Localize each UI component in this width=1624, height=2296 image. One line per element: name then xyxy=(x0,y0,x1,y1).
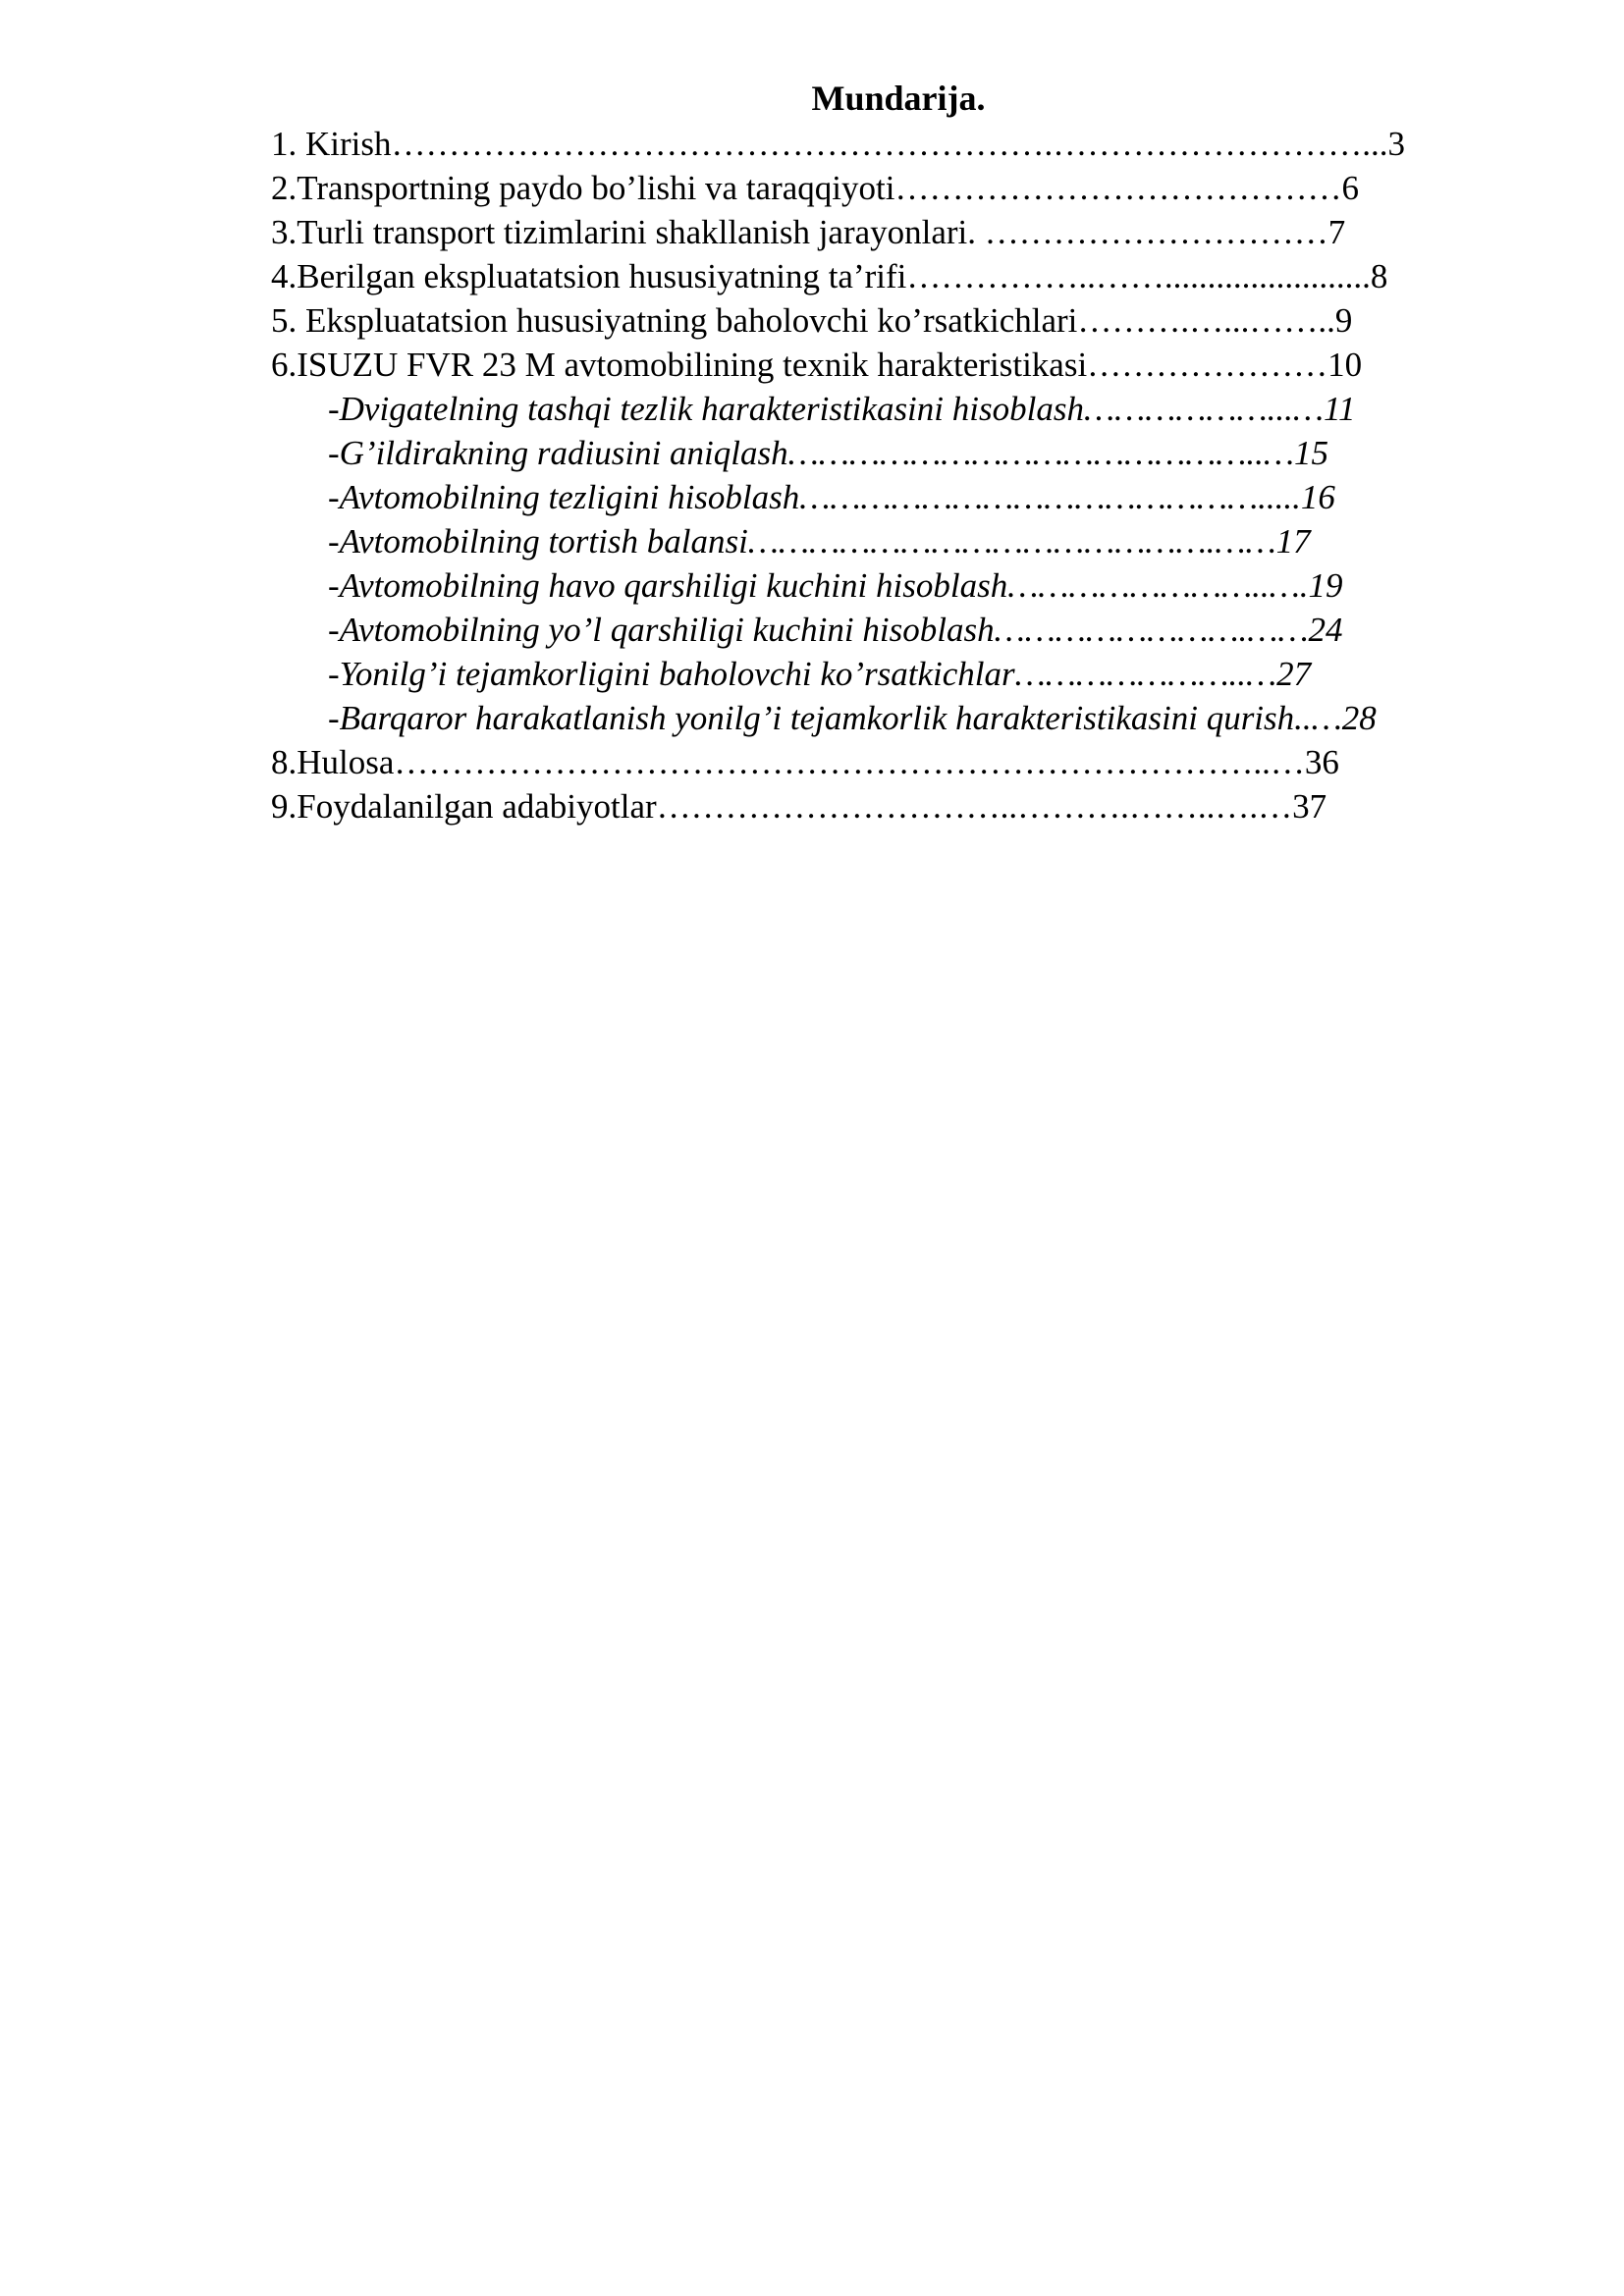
toc-subentry-engine-speed: -Dvigatelning tashqi tezlik harakteristikasini hisoblash………………...…11 xyxy=(328,390,1356,428)
toc-subentry-vehicle-speed: -Avtomobilning tezligini hisoblash……………………………………….....16 xyxy=(328,478,1335,516)
toc-subentry-traction-balance: -Avtomobilning tortish balansi……………………………………….……17 xyxy=(328,522,1311,561)
toc-entry-transport-systems: 3.Turli transport tizimlarini shakllanish jarayonlari. …………………………7 xyxy=(271,213,1346,251)
toc-subentry-wheel-radius: -G’ildirakning radiusini aniqlash………………………………………..…15 xyxy=(328,434,1329,472)
toc-entry-transport-history: 2.Transportning paydo bo’lishi va taraqqiyoti…………………………………6 xyxy=(271,169,1359,207)
toc-subentry-fuel-indicators: -Yonilg’i tejamkorligini baholovchi ko’rsatkichlar…………………..…27 xyxy=(328,655,1312,693)
toc-entry-isuzu-specs: 6.ISUZU FVR 23 M avtomobilining texnik harakteristikasi…………………10 xyxy=(271,346,1363,384)
toc-entry-references: 9.Foydalanilgan adabiyotlar…………………………..……….……..….…37 xyxy=(271,787,1327,826)
page-title: Mundarija. xyxy=(811,79,986,118)
toc-subentry-fuel-characteristic: -Barqaror harakatlanish yonilg’i tejamkorlik harakteristikasini qurish..…28 xyxy=(328,699,1377,737)
toc-entry-kirish: 1. Kirish………………………………………………….………………………...3 xyxy=(271,125,1405,163)
toc-entry-property-indicators: 5. Ekspluatatsion hususiyatning baholovchi ko’rsatkichlari……….…...……..9 xyxy=(271,301,1353,340)
toc-entry-hulosa: 8.Hulosa…………………………………………………………………..…36 xyxy=(271,743,1339,781)
toc-subentry-road-resistance: -Avtomobilning yo’l qarshiligi kuchini hisoblash…………………….……24 xyxy=(328,611,1343,649)
toc-entry-property-definition: 4.Berilgan ekspluatatsion hususiyatning ta’rifi……………..……........................8 xyxy=(271,257,1388,295)
toc-subentry-air-resistance: -Avtomobilning havo qarshiligi kuchini hisoblash……………………..….19 xyxy=(328,566,1343,605)
table-of-contents xyxy=(271,122,1528,828)
